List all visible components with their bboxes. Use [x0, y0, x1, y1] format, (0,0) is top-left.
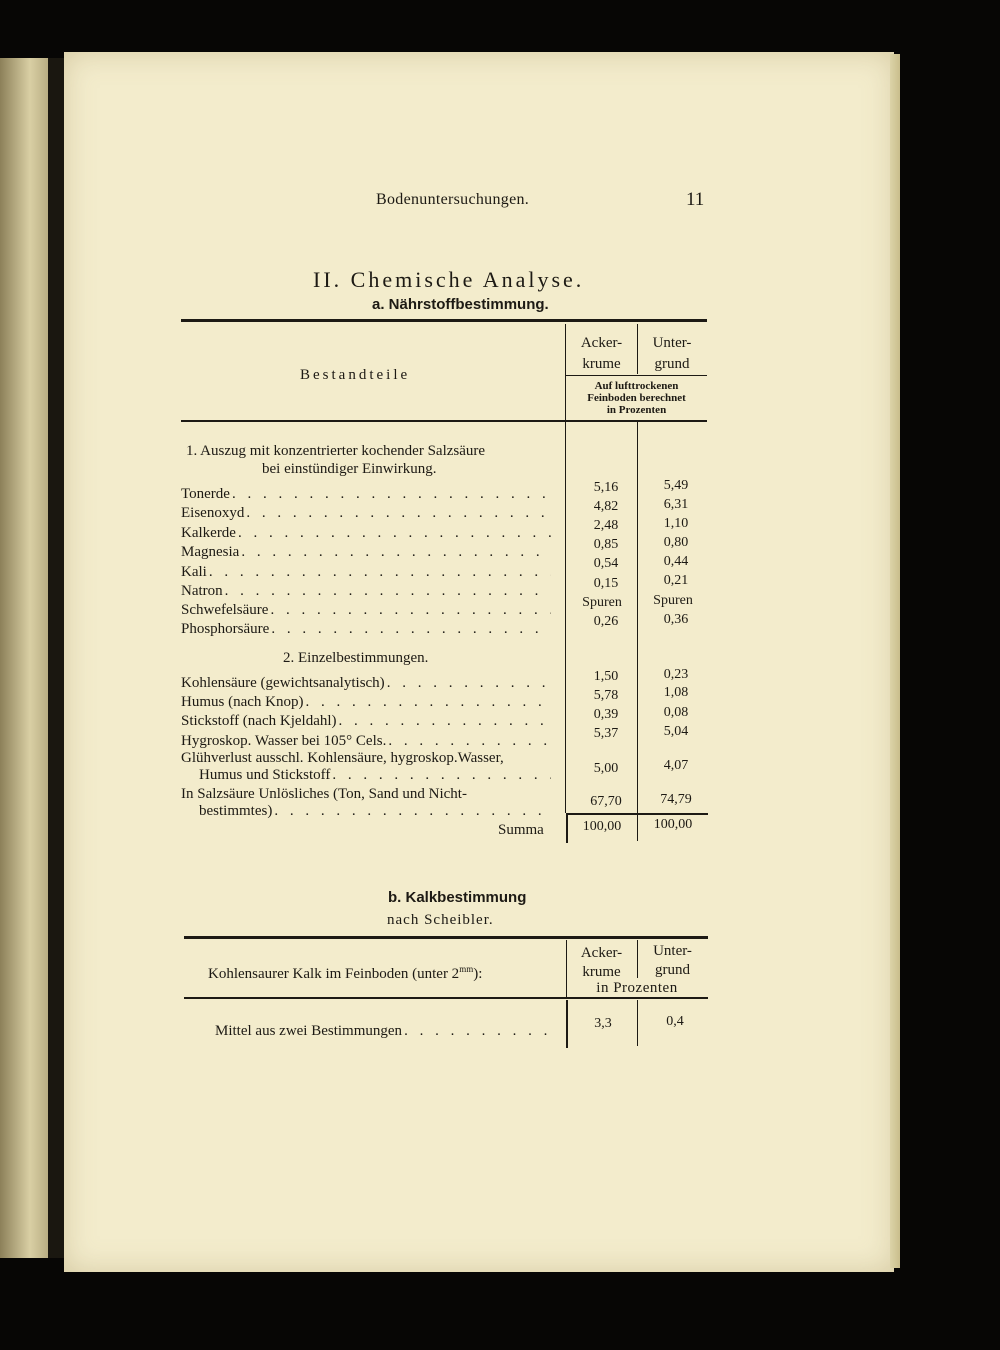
b-col1-line2: krume	[582, 964, 621, 980]
table-row	[181, 733, 551, 750]
table-a-body-divider-1	[565, 421, 566, 813]
summa-value-a: 100,00	[582, 819, 622, 834]
b-unit: in Prozenten	[596, 980, 678, 996]
row-label: bestimmtes)	[199, 803, 273, 819]
unit-note-line2: Feinboden berechnet	[587, 392, 686, 404]
table-row	[215, 1023, 551, 1040]
row-label: Natron	[181, 583, 223, 599]
row-label: Hygroskop. Wasser bei 105° Cels.	[181, 733, 387, 749]
table-row	[181, 486, 551, 503]
table-row	[181, 544, 551, 561]
row-value-a: 0,26	[593, 614, 619, 629]
book-page	[64, 52, 894, 1272]
row-label: Phosphorsäure	[181, 621, 270, 637]
col1-line2: krume	[582, 356, 621, 372]
row-value-b: 74,79	[660, 792, 692, 807]
row-value-b: 6,31	[663, 497, 689, 512]
row-value-a: 5,37	[593, 726, 619, 741]
row-value-b: 0,23	[663, 667, 689, 682]
table-b-header-rule	[184, 997, 708, 999]
row-label: Kalkerde	[181, 525, 236, 541]
row-label: Eisenoxyd	[181, 505, 245, 521]
section-b-heading: b. Kalkbestimmung	[388, 889, 527, 906]
table-a-top-rule	[181, 319, 707, 322]
group1-heading-line1: 1. Auszug mit konzentrierter kochender Salzsäure	[186, 443, 486, 459]
table-row	[181, 713, 551, 730]
b-col2-line2: grund	[655, 962, 690, 978]
table-row	[181, 564, 551, 581]
table-a-header-rule	[181, 420, 707, 422]
section-b-subheading: nach Scheibler.	[387, 912, 494, 928]
kalk-label-text: Kohlensaurer Kalk im Feinboden (unter 2	[208, 966, 460, 982]
row-value-b: 1,10	[663, 516, 689, 531]
ackerkrume-header	[566, 333, 637, 375]
row-label: Schwefelsäure	[181, 602, 269, 618]
table-row	[181, 525, 551, 542]
col1-line1: Acker-	[580, 335, 623, 351]
summa-value-b: 100,00	[653, 817, 693, 832]
page-number: 11	[686, 189, 705, 210]
gluehverlust-label-line1: Glühverlust ausschl. Kohlensäure, hygroskop.Wasser,	[181, 750, 504, 766]
kalk-label-end: ):	[473, 966, 483, 982]
row-value-b: 1,08	[663, 685, 689, 700]
unit-note-line1: Auf lufttrockenen	[594, 380, 679, 392]
group2-heading: 2. Einzelbestimmungen.	[283, 650, 429, 666]
row-label: Mittel aus zwei Bestimmungen	[215, 1023, 403, 1039]
row-value-a: 4,82	[593, 499, 619, 514]
row-label: Kali	[181, 564, 207, 580]
row-value-a: 0,85	[593, 537, 619, 552]
table-row	[199, 803, 551, 820]
table-a-header-mid-rule	[566, 375, 707, 376]
row-label: Magnesia	[181, 544, 240, 560]
section-a-heading: a. Nährstoffbestimmung.	[372, 296, 549, 313]
row-label: Humus (nach Knop)	[181, 694, 304, 710]
row-value-a: 1,50	[593, 669, 619, 684]
table-row	[181, 602, 551, 619]
summa-label: Summa	[498, 822, 544, 838]
kalk-label-sup: mm	[459, 964, 474, 974]
row-value-a: 5,00	[593, 761, 619, 776]
b-untergrund-header	[637, 942, 708, 980]
row-label: Tonerde	[181, 486, 230, 502]
row-value-b: 5,04	[663, 724, 689, 739]
row-value-a: 0,54	[593, 556, 619, 571]
left-page-edge	[0, 58, 50, 1258]
row-value-a: 0,15	[593, 576, 619, 591]
table-row	[181, 675, 551, 692]
table-b-top-rule	[184, 936, 708, 939]
row-value-b: Spuren	[653, 593, 693, 608]
row-value-b: 0,36	[663, 612, 689, 627]
group1-heading-line2: bei einstündiger Einwirkung.	[262, 461, 437, 477]
row-value-b: 5,49	[663, 478, 689, 493]
row-label: Humus und Stickstoff	[199, 767, 331, 783]
b-value-a: 3,3	[594, 1016, 612, 1031]
row-value-a: Spuren	[582, 595, 622, 610]
page-title: II. Chemische Analyse.	[313, 267, 585, 292]
row-value-b: 4,07	[663, 758, 689, 773]
row-value-a: 0,39	[593, 707, 619, 722]
row-value-b: 0,80	[663, 535, 689, 550]
unit-note	[566, 380, 707, 416]
row-value-b: 0,21	[663, 573, 689, 588]
row-value-b: 0,44	[663, 554, 689, 569]
col2-line2: grund	[654, 356, 690, 372]
untergrund-header	[637, 333, 707, 375]
row-value-a: 67,70	[590, 794, 622, 809]
row-value-a: 5,16	[593, 480, 619, 495]
table-row	[181, 583, 551, 600]
row-label: Kohlensäure (gewichtsanalytisch)	[181, 675, 385, 691]
b-value-b: 0,4	[666, 1014, 684, 1029]
kohlensaurer-kalk-label	[208, 964, 482, 983]
running-title: Bodenuntersuchungen.	[376, 191, 530, 208]
table-row	[181, 505, 551, 522]
row-value-a: 5,78	[593, 688, 619, 703]
unit-note-line3: in Prozenten	[606, 404, 667, 416]
right-page-edge	[890, 54, 900, 1268]
bestandteile-label: Bestandteile	[300, 367, 411, 383]
row-value-b: 0,08	[663, 705, 689, 720]
table-row	[181, 694, 551, 711]
col2-line1: Unter-	[652, 335, 692, 351]
b-ackerkrume-header	[566, 944, 637, 982]
row-label: Stickstoff (nach Kjeldahl)	[181, 713, 337, 729]
unloesliches-label-line1: In Salzsäure Unlösliches (Ton, Sand und Nicht-	[181, 786, 467, 802]
table-row	[199, 767, 551, 784]
table-row	[181, 621, 551, 638]
b-col1-line1: Acker-	[580, 945, 623, 961]
row-value-a: 2,48	[593, 518, 619, 533]
b-col2-line1: Unter-	[653, 943, 692, 959]
